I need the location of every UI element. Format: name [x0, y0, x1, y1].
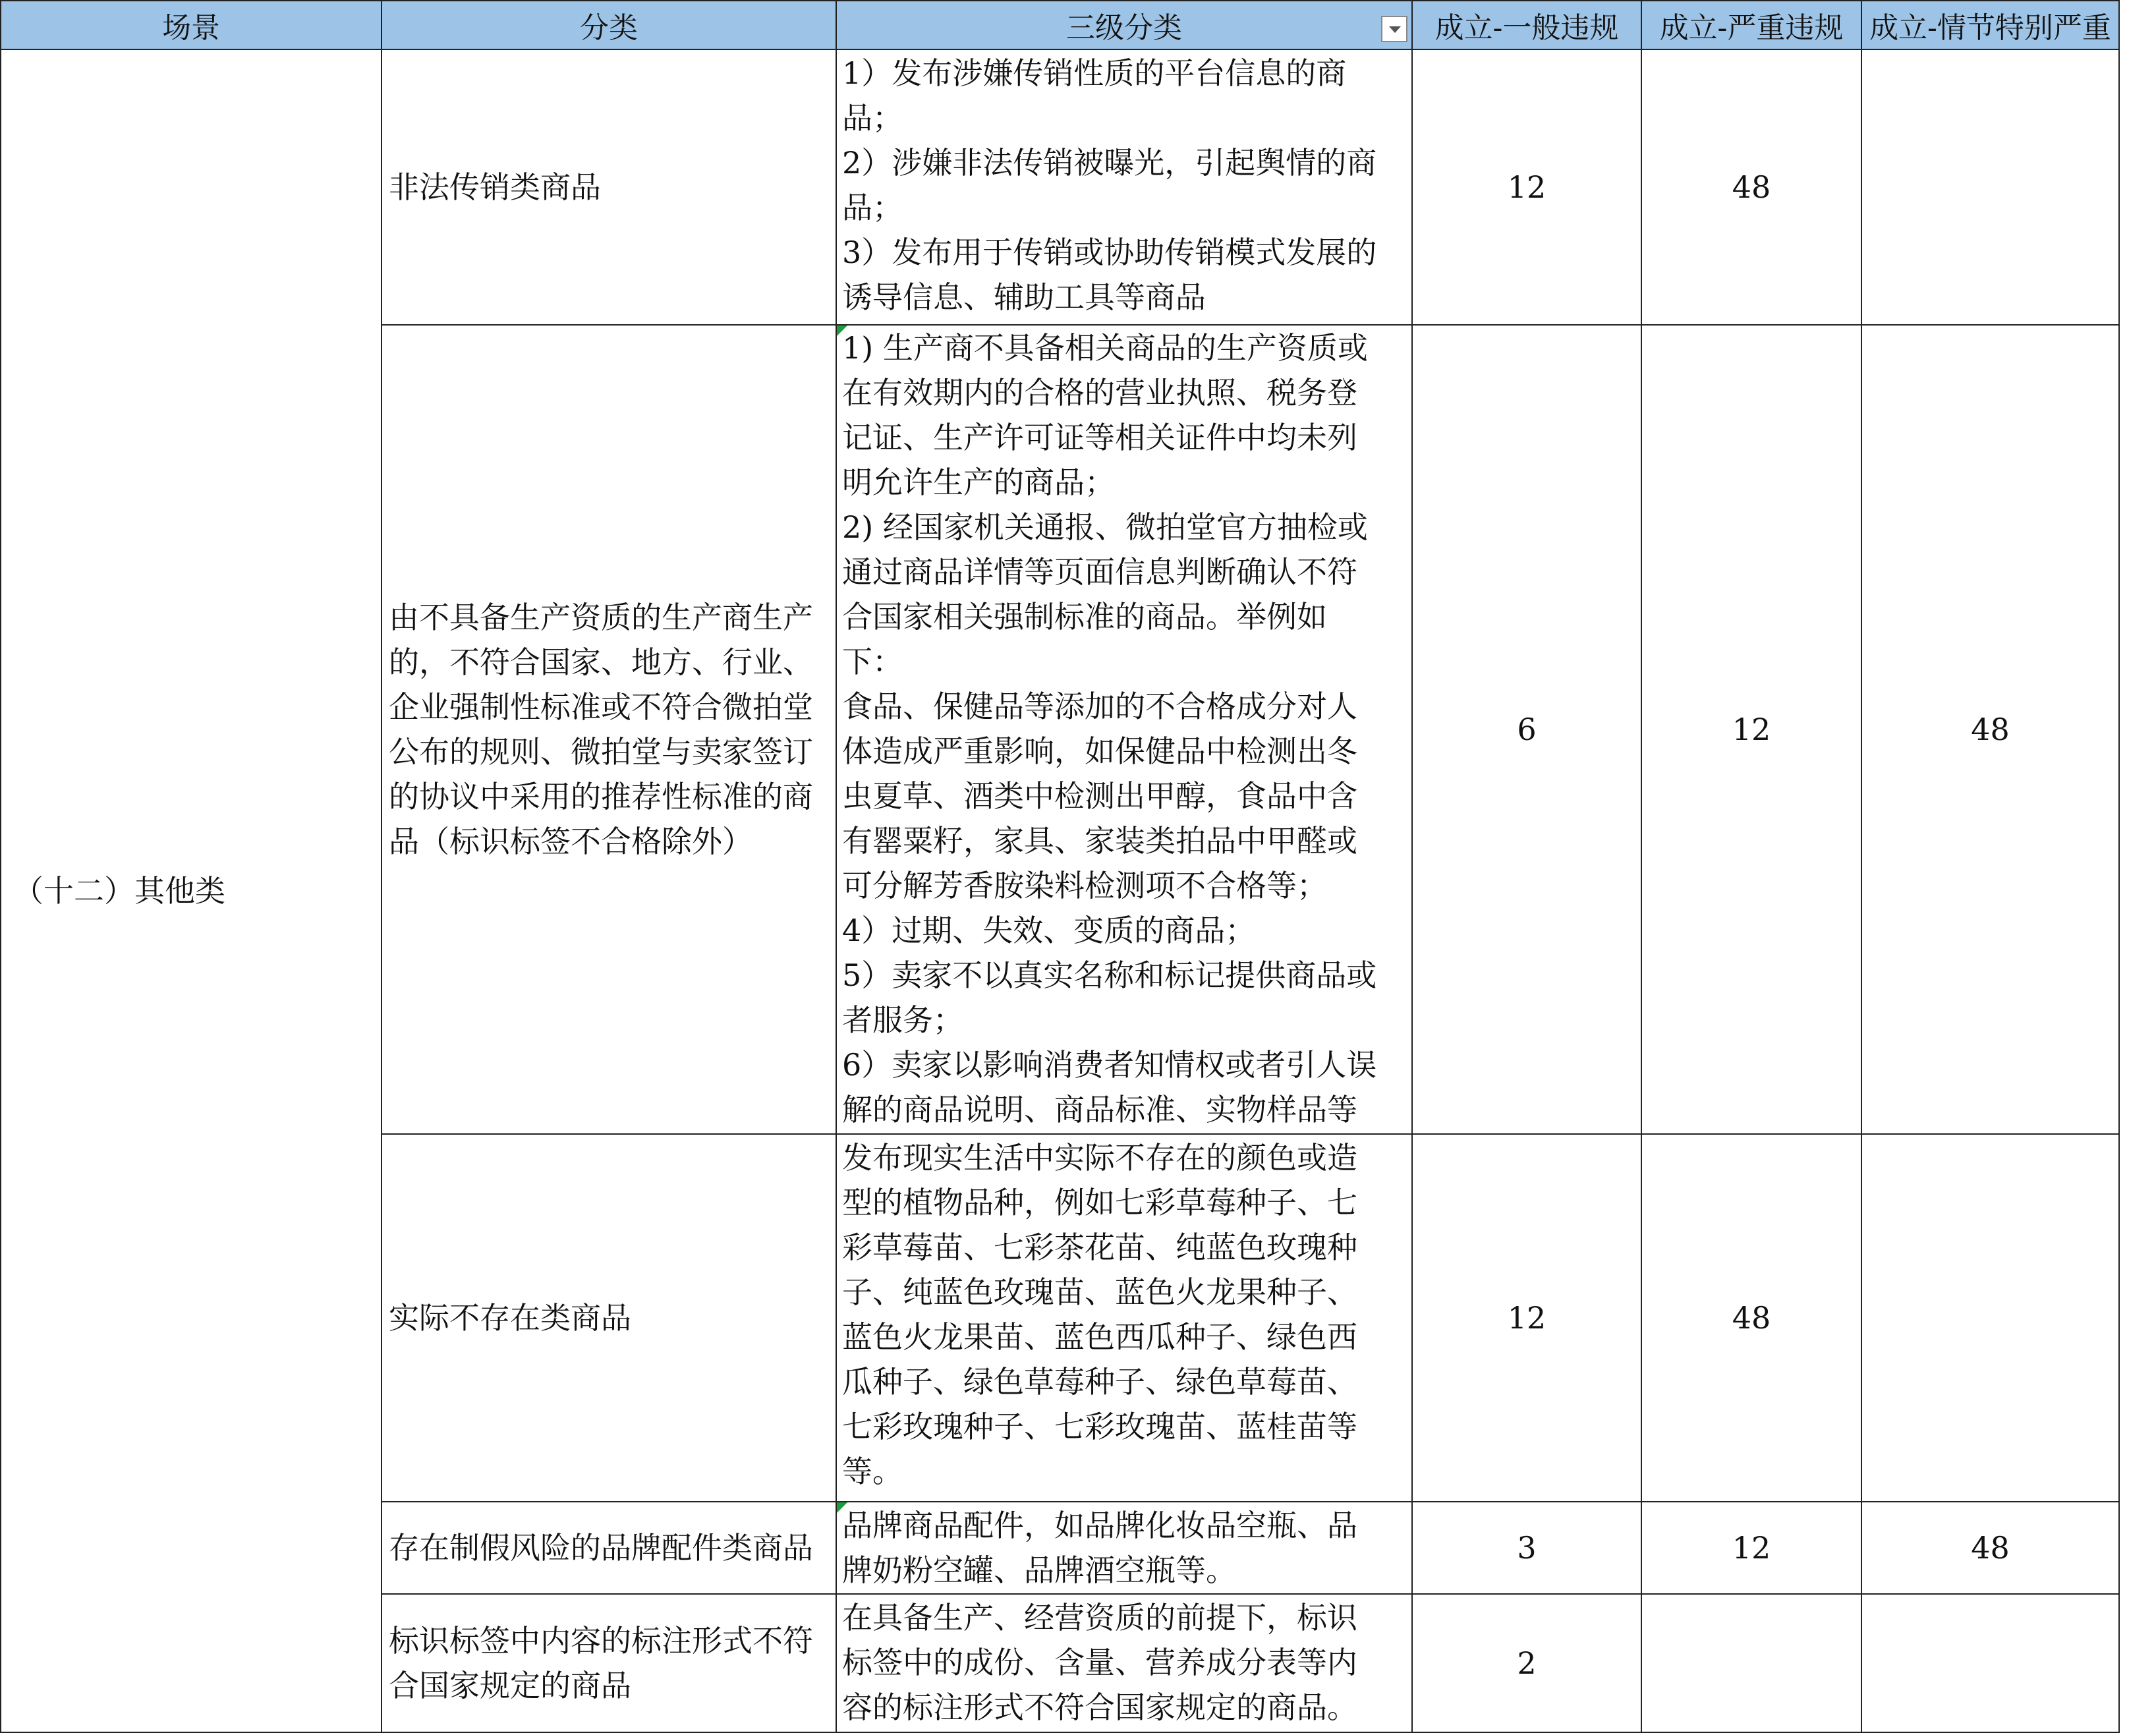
level3-line: 标签中的成份、含量、营养成分表等内 [842, 1645, 1357, 1680]
level3-line: 3）发布用于传销或协助传销模式发展的 [842, 235, 1377, 270]
header-category[interactable]: 分类 [382, 1, 836, 49]
level3-line: 品； [842, 190, 903, 225]
level3-text [842, 51, 1401, 324]
general-cell[interactable]: 12 [1412, 49, 1641, 325]
general-cell[interactable]: 12 [1412, 1134, 1641, 1502]
level3-cell[interactable] [836, 1134, 1412, 1502]
category-cell[interactable]: 由不具备生产资质的生产商生产的，不符合国家、地方、行业、企业强制性标准或不符合微拍堂公布的规则、微拍堂与卖家签订的协议中采用的推荐性标准的商品（标识标签不合格除外） [382, 325, 836, 1134]
level3-line: 七彩玫瑰种子、七彩玫瑰苗、蓝桂苗等 [842, 1409, 1357, 1444]
level3-line: 子、纯蓝色玫瑰苗、蓝色火龙果种子、 [842, 1274, 1357, 1310]
general-cell[interactable]: 3 [1412, 1502, 1641, 1594]
level3-line: 瓜种子、绿色草莓种子、绿色草莓苗、 [842, 1364, 1357, 1400]
comment-marker-icon [837, 1502, 847, 1513]
level3-line: 型的植物品种，例如七彩草莓种子、七 [842, 1185, 1357, 1220]
level3-cell[interactable] [836, 1502, 1412, 1594]
level3-text [842, 1595, 1401, 1731]
level3-line: 体造成严重影响，如保健品中检测出冬 [842, 733, 1357, 769]
serious-cell[interactable]: 48 [1641, 49, 1861, 325]
level3-cell[interactable] [836, 1594, 1412, 1732]
level3-line: 5）卖家不以真实名称和标记提供商品或 [842, 957, 1377, 993]
special-cell[interactable]: 48 [1861, 1502, 2119, 1594]
category-cell[interactable]: 存在制假风险的品牌配件类商品 [382, 1502, 836, 1594]
comment-marker-icon [837, 326, 847, 336]
scene-cell[interactable]: （十二）其他类 [1, 49, 382, 1732]
special-cell[interactable]: 48 [1861, 325, 2119, 1134]
level3-line: 发布现实生活中实际不存在的颜色或造 [842, 1140, 1357, 1176]
level3-line: 食品、保健品等添加的不合格成分对人 [842, 689, 1357, 724]
header-general[interactable]: 成立-一般违规 [1412, 1, 1641, 49]
level3-line: 牌奶粉空罐、品牌酒空瓶等。 [842, 1552, 1236, 1588]
level3-line: 4）过期、失效、变质的商品； [842, 913, 1256, 948]
serious-cell[interactable]: 12 [1641, 325, 1861, 1134]
level3-line: 者服务； [842, 1002, 963, 1038]
serious-cell[interactable]: 12 [1641, 1502, 1861, 1594]
table-row [1, 49, 2119, 325]
category-cell[interactable]: 实际不存在类商品 [382, 1134, 836, 1502]
level3-line: 蓝色火龙果苗、蓝色西瓜种子、绿色西 [842, 1319, 1357, 1355]
level3-cell[interactable] [836, 49, 1412, 325]
level3-line: 诱导信息、辅助工具等商品 [842, 279, 1206, 315]
level3-line: 解的商品说明、商品标准、实物样品等 [842, 1092, 1357, 1127]
level3-line: 明允许生产的商品； [842, 465, 1115, 500]
serious-cell[interactable] [1641, 1594, 1861, 1732]
header-serious[interactable]: 成立-严重违规 [1641, 1, 1861, 49]
general-cell[interactable]: 6 [1412, 325, 1641, 1134]
level3-line: 等。 [842, 1454, 903, 1489]
filter-dropdown-icon[interactable] [1381, 16, 1407, 42]
level3-line: 彩草莓苗、七彩茶花苗、纯蓝色玫瑰种 [842, 1230, 1357, 1265]
level3-line: 6）卖家以影响消费者知情权或者引人误 [842, 1047, 1377, 1083]
level3-line: 品； [842, 100, 903, 136]
level3-line: 虫夏草、酒类中检测出甲醇，食品中含 [842, 778, 1357, 814]
special-cell[interactable] [1861, 1134, 2119, 1502]
special-cell[interactable] [1861, 1594, 2119, 1732]
level3-line: 合国家相关强制标准的商品。举例如 [842, 599, 1327, 635]
level3-text [842, 1503, 1401, 1593]
header-row [1, 1, 2119, 49]
header-level3[interactable] [836, 1, 1412, 49]
level3-line: 在有效期内的合格的营业执照、税务登 [842, 375, 1357, 411]
level3-line: 可分解芳香胺染料检测项不合格等； [842, 868, 1327, 903]
level3-line: 下： [842, 644, 903, 679]
level3-line: 记证、生产许可证等相关证件中均未列 [842, 420, 1357, 455]
level3-cell[interactable] [836, 325, 1412, 1134]
level3-line: 品牌商品配件，如品牌化妆品空瓶、品 [842, 1508, 1357, 1543]
level3-line: 1) 生产商不具备相关商品的生产资质或 [842, 330, 1368, 366]
level3-line: 通过商品详情等页面信息判断确认不符 [842, 554, 1357, 590]
header-level3-label: 三级分类 [1066, 11, 1182, 45]
level3-line: 有罂粟籽，家具、家装类拍品中甲醛或 [842, 823, 1357, 859]
level3-line: 2) 经国家机关通报、微拍堂官方抽检或 [842, 509, 1368, 545]
general-cell[interactable]: 2 [1412, 1594, 1641, 1732]
serious-cell[interactable]: 48 [1641, 1134, 1861, 1502]
level3-text [842, 1135, 1401, 1500]
level3-line: 1）发布涉嫌传销性质的平台信息的商 [842, 55, 1347, 91]
level3-line: 容的标注形式不符合国家规定的商品。 [842, 1690, 1357, 1725]
header-special[interactable]: 成立-情节特别严重 [1861, 1, 2119, 49]
level3-text [842, 326, 1401, 1132]
category-cell[interactable]: 标识标签中内容的标注形式不符合国家规定的商品 [382, 1594, 836, 1732]
special-cell[interactable] [1861, 49, 2119, 325]
header-scene[interactable]: 场景 [1, 1, 382, 49]
category-cell[interactable]: 非法传销类商品 [382, 49, 836, 325]
level3-line: 在具备生产、经营资质的前提下，标识 [842, 1600, 1357, 1635]
level3-line: 2）涉嫌非法传销被曝光，引起舆情的商 [842, 145, 1377, 181]
